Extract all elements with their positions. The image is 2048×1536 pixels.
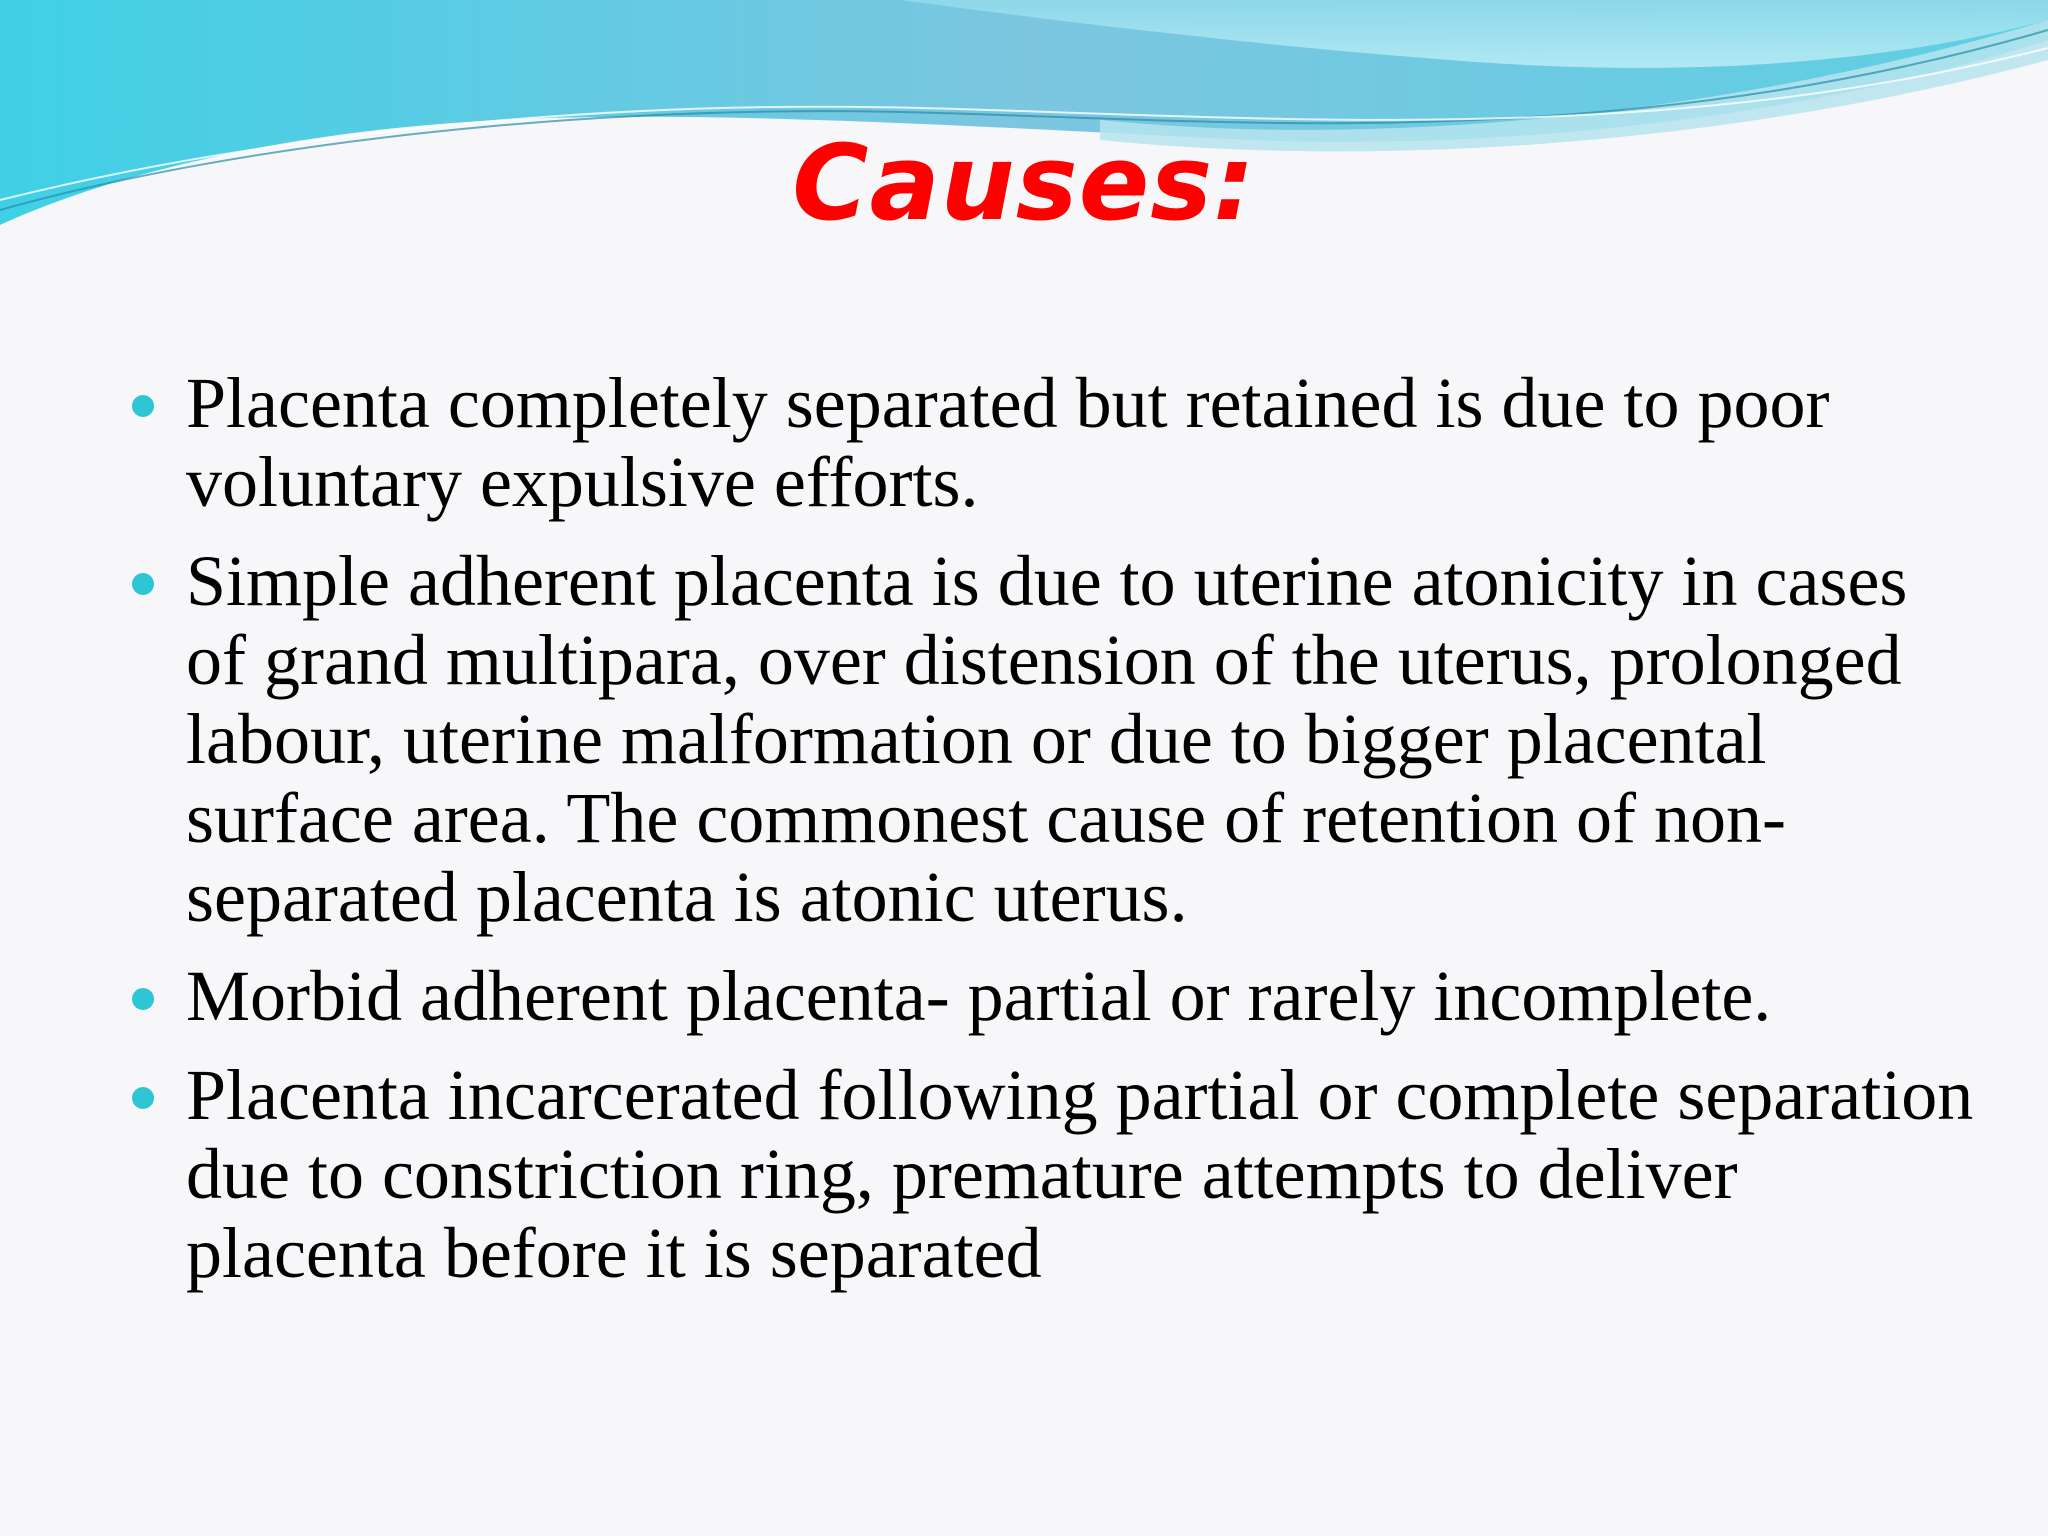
bullet-dot-icon: [132, 988, 154, 1010]
bullet-text: Placenta completely separated but retained is due to poor voluntary expulsive efforts.: [186, 363, 1830, 522]
bullet-item: [0, 957, 2048, 1036]
bullet-dot-icon: [132, 395, 154, 417]
bullet-dot-icon: [132, 573, 154, 595]
bullet-item: [0, 542, 2048, 937]
bullet-text: Morbid adherent placenta- partial or rarely incomplete.: [186, 956, 1772, 1036]
bullet-text: Simple adherent placenta is due to uterine atonicity in cases of grand multipara, over distension of the uterus, prolonged labour, uterine malformation or due to bigger placental surface area. The commonest cause of retention of non-separated placenta is atonic uterus.: [186, 541, 1908, 937]
bullet-text: Placenta incarcerated following partial or complete separation due to constriction ring, premature attempts to deliver placenta before it is separated: [186, 1055, 1974, 1293]
bullet-item: [0, 1056, 2048, 1293]
bullet-list: [0, 364, 2048, 1313]
bullet-dot-icon: [132, 1087, 154, 1109]
slide-title: Causes:: [792, 122, 1256, 244]
bullet-item: [0, 364, 2048, 522]
